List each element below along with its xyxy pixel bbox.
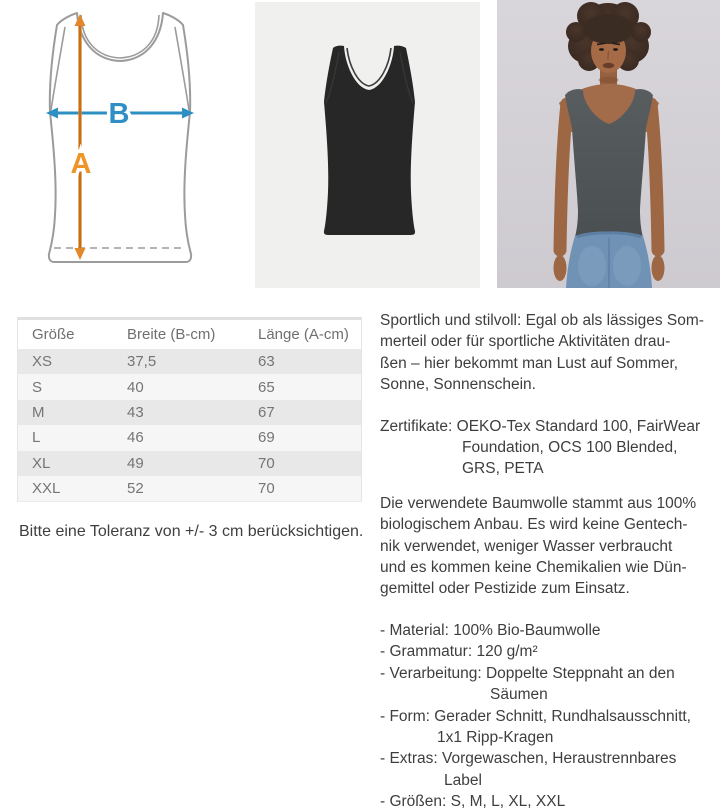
width-label-b: B	[108, 98, 130, 130]
size-row-xxl	[18, 476, 361, 501]
size-cell: S	[32, 378, 43, 396]
description-line: Zertifikate: OEKO-Tex Standard 100, FairWear	[380, 417, 701, 435]
product-details-list	[380, 620, 716, 809]
description-line: und es kommen keine Chemikalien wie Dün-	[380, 559, 687, 577]
detail-line: - Form: Gerader Schnitt, Rundhalsausschnitt,	[380, 707, 691, 725]
detail-line: - Verarbeitung: Doppelte Steppnaht an den	[380, 664, 675, 682]
tolerance-note: Bitte eine Toleranz von +/- 3 cm berücksichtigen.	[19, 523, 364, 540]
detail-line: - Grammatur: 120 g/m²	[380, 643, 538, 661]
laenge-cell: 70	[258, 480, 275, 498]
description-line: Sonne, Sonnenschein.	[380, 376, 536, 394]
tank-top-outline-drawing	[0, 0, 240, 290]
detail-line: - Extras: Vorgewaschen, Heraustrennbares	[380, 750, 677, 768]
column-header-groesse: Größe	[32, 326, 75, 343]
laenge-cell: 65	[258, 378, 275, 396]
certificates-paragraph	[380, 416, 716, 480]
description-line: Sportlich und stilvoll: Egal ob als lässiges Som-	[380, 312, 704, 329]
detail-line: - Größen: S, M, L, XL, XXL	[380, 793, 566, 809]
black-tank-top-image	[255, 2, 480, 288]
size-row-l	[18, 425, 361, 450]
size-table	[17, 317, 362, 502]
model-image	[497, 0, 720, 288]
description-line: Die verwendete Baumwolle stammt aus 100%	[380, 494, 697, 512]
size-cell: XXL	[32, 480, 61, 498]
size-table-header	[18, 320, 361, 349]
breite-cell: 49	[127, 454, 144, 472]
intro-paragraph	[380, 310, 716, 396]
size-row-s	[18, 374, 361, 399]
size-cell: L	[32, 429, 41, 447]
detail-line: 1x1 Ripp-Kragen	[437, 728, 554, 746]
breite-cell: 40	[127, 378, 144, 396]
laenge-cell: 63	[258, 353, 275, 371]
breite-cell: 37,5	[127, 353, 157, 371]
description-line: ßen – hier bekommt man Lust auf Sommer,	[380, 354, 679, 372]
description-line: biologischem Anbau. Es wird keine Gentech-	[380, 516, 688, 534]
laenge-cell: 70	[258, 454, 275, 472]
laenge-cell: 67	[258, 403, 275, 421]
description-line: merteil oder für sportliche Aktivitäten drau-	[380, 333, 671, 351]
cotton-paragraph	[380, 493, 716, 600]
description-line: nik verwendet, weniger Wasser verbraucht	[380, 537, 673, 555]
detail-line: Label	[444, 771, 482, 789]
description-line: Foundation, OCS 100 Blended,	[462, 439, 678, 457]
description-line: GRS, PETA	[462, 460, 544, 478]
product-photo-flat[interactable]	[255, 2, 480, 288]
breite-cell: 52	[127, 480, 144, 498]
column-header-laenge: Länge (A-cm)	[258, 326, 349, 343]
measurement-diagram	[0, 0, 240, 290]
size-row-m	[18, 400, 361, 425]
product-description	[380, 310, 716, 809]
length-label-a: A	[70, 148, 92, 180]
detail-line: - Material: 100% Bio-Baumwolle	[380, 621, 601, 639]
size-cell: M	[32, 403, 45, 421]
laenge-cell: 69	[258, 429, 275, 447]
size-row-xl	[18, 451, 361, 476]
column-header-breite: Breite (B-cm)	[127, 326, 216, 343]
size-cell: XS	[32, 353, 53, 371]
breite-cell: 43	[127, 403, 144, 421]
detail-line: Säumen	[490, 686, 548, 704]
size-cell: XL	[32, 454, 51, 472]
product-photo-model[interactable]	[497, 0, 720, 288]
size-row-xs	[18, 349, 361, 374]
description-line: gemittel oder Pestizide zum Einsatz.	[380, 580, 630, 598]
breite-cell: 46	[127, 429, 144, 447]
